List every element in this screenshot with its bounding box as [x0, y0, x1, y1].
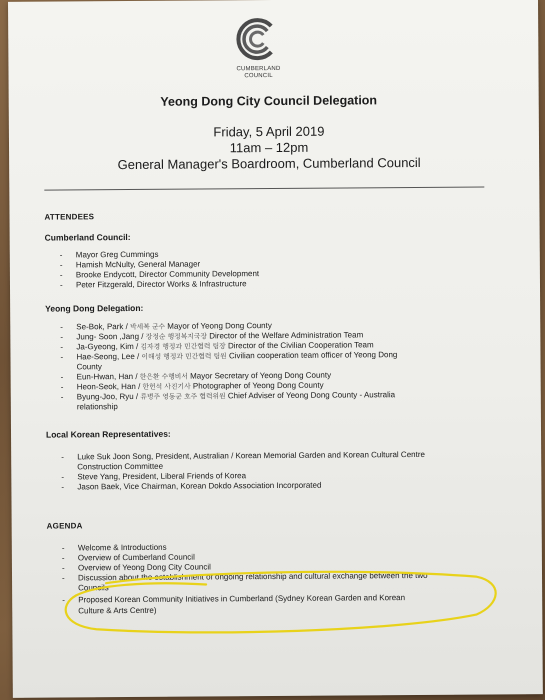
- bullet-dash: -: [60, 372, 64, 382]
- attendees-heading: ATTENDEES: [44, 212, 95, 222]
- list-item-continuation: relationship: [76, 402, 118, 412]
- bullet-dash: -: [59, 270, 63, 280]
- bullet-dash: -: [60, 342, 64, 352]
- list-item: Luke Suk Joon Song, President, Australian / Korean Memorial Garden and Korean Cultural Centre: [77, 449, 425, 462]
- korean-reps-heading: Local Korean Representatives:: [45, 428, 171, 440]
- bullet-dash: -: [61, 472, 65, 482]
- list-item: Se-Bok, Park / 박세복 군수 Mayor of Yeong Dong County: [76, 321, 272, 332]
- list-item-continuation: Construction Committee: [77, 461, 164, 472]
- page-title: Yeong Dong City Council Delegation: [160, 93, 378, 109]
- bullet-dash: -: [61, 573, 65, 583]
- agenda-item: Overview of Cumberland Council: [77, 552, 195, 563]
- list-item: Brooke Endycott, Director Community Development: [75, 269, 260, 280]
- list-item-continuation: County: [76, 362, 102, 372]
- bullet-dash: -: [61, 452, 64, 462]
- agenda-item: Proposed Korean Community Initiatives in Cumberland (Sydney Korean Garden and Korean: [78, 593, 406, 605]
- bullet-dash: -: [61, 482, 65, 492]
- bullet-dash: -: [59, 250, 63, 260]
- logo-text-line2: COUNCIL: [244, 73, 273, 80]
- list-item: Jung- Soon ,Jang / 장정순 행정복지국장 Director of the Welfare Administration Team: [76, 330, 364, 342]
- bullet-dash: -: [60, 322, 63, 332]
- bullet-dash: -: [59, 260, 63, 270]
- document-page: [8, 0, 543, 698]
- list-item: Steve Yang, President, Liberal Friends of Korea: [77, 471, 247, 482]
- list-item: Hamish McNulty, General Manager: [75, 259, 201, 270]
- bullet-dash: -: [60, 392, 64, 402]
- agenda-item-continuation: Councils: [78, 583, 109, 593]
- list-item: Peter Fitzgerald, Director Works & Infrastructure: [75, 279, 247, 290]
- list-item: Ja-Gyeong, Kim / 김자경 행정과 민간협력 팀장 Director of the Civilian Cooperation Team: [76, 340, 374, 352]
- bullet-dash: -: [61, 543, 65, 553]
- list-item: Jason Baek, Vice Chairman, Korean Dokdo Association Incorporated: [77, 480, 322, 492]
- bullet-dash: -: [60, 352, 64, 362]
- list-item: Byung-Joo, Ryu / 류병주 영동군 호주 협력위원 Chief Adviser of Yeong Dong County - Australia: [76, 390, 396, 402]
- cumberland-heading: Cumberland Council:: [44, 232, 131, 243]
- bullet-dash: -: [60, 332, 64, 342]
- bullet-dash: -: [62, 595, 65, 605]
- meeting-time: 11am – 12pm: [229, 139, 309, 156]
- agenda-item: Discussion about the establishment of ongoing relationship and cultural exchange between the two: [77, 570, 428, 583]
- meeting-date: Friday, 5 April 2019: [213, 123, 325, 140]
- list-item: Eun-Hwan, Han / 한은환 수행비서 Mayor Secretary of Yeong Dong County: [76, 370, 332, 382]
- meeting-venue: General Manager's Boardroom, Cumberland Council: [117, 154, 421, 173]
- bullet-dash: -: [60, 382, 64, 392]
- bullet-dash: -: [59, 280, 63, 290]
- list-item: Mayor Greg Cummings: [75, 249, 159, 260]
- agenda-item: Welcome & Introductions: [77, 542, 167, 553]
- agenda-item: Overview of Yeong Dong City Council: [77, 562, 211, 573]
- council-logo-icon: [231, 14, 281, 64]
- yeongdong-heading: Yeong Dong Delegation:: [45, 302, 144, 314]
- list-item: Heon-Seok, Han / 한헌석 사진기사 Photographer of Yeong Dong County: [76, 380, 324, 392]
- bullet-dash: -: [61, 563, 65, 573]
- agenda-heading: AGENDA: [46, 521, 83, 531]
- logo-text-line1: CUMBERLAND: [236, 65, 281, 73]
- agenda-item-continuation: Culture & Arts Centre): [78, 605, 157, 616]
- divider: [44, 187, 484, 191]
- list-item: Hae-Seong, Lee / 이해성 행정과 민간협력 팀원 Civilian cooperation team officer of Yeong Dong: [76, 350, 398, 362]
- bullet-dash: -: [61, 553, 65, 563]
